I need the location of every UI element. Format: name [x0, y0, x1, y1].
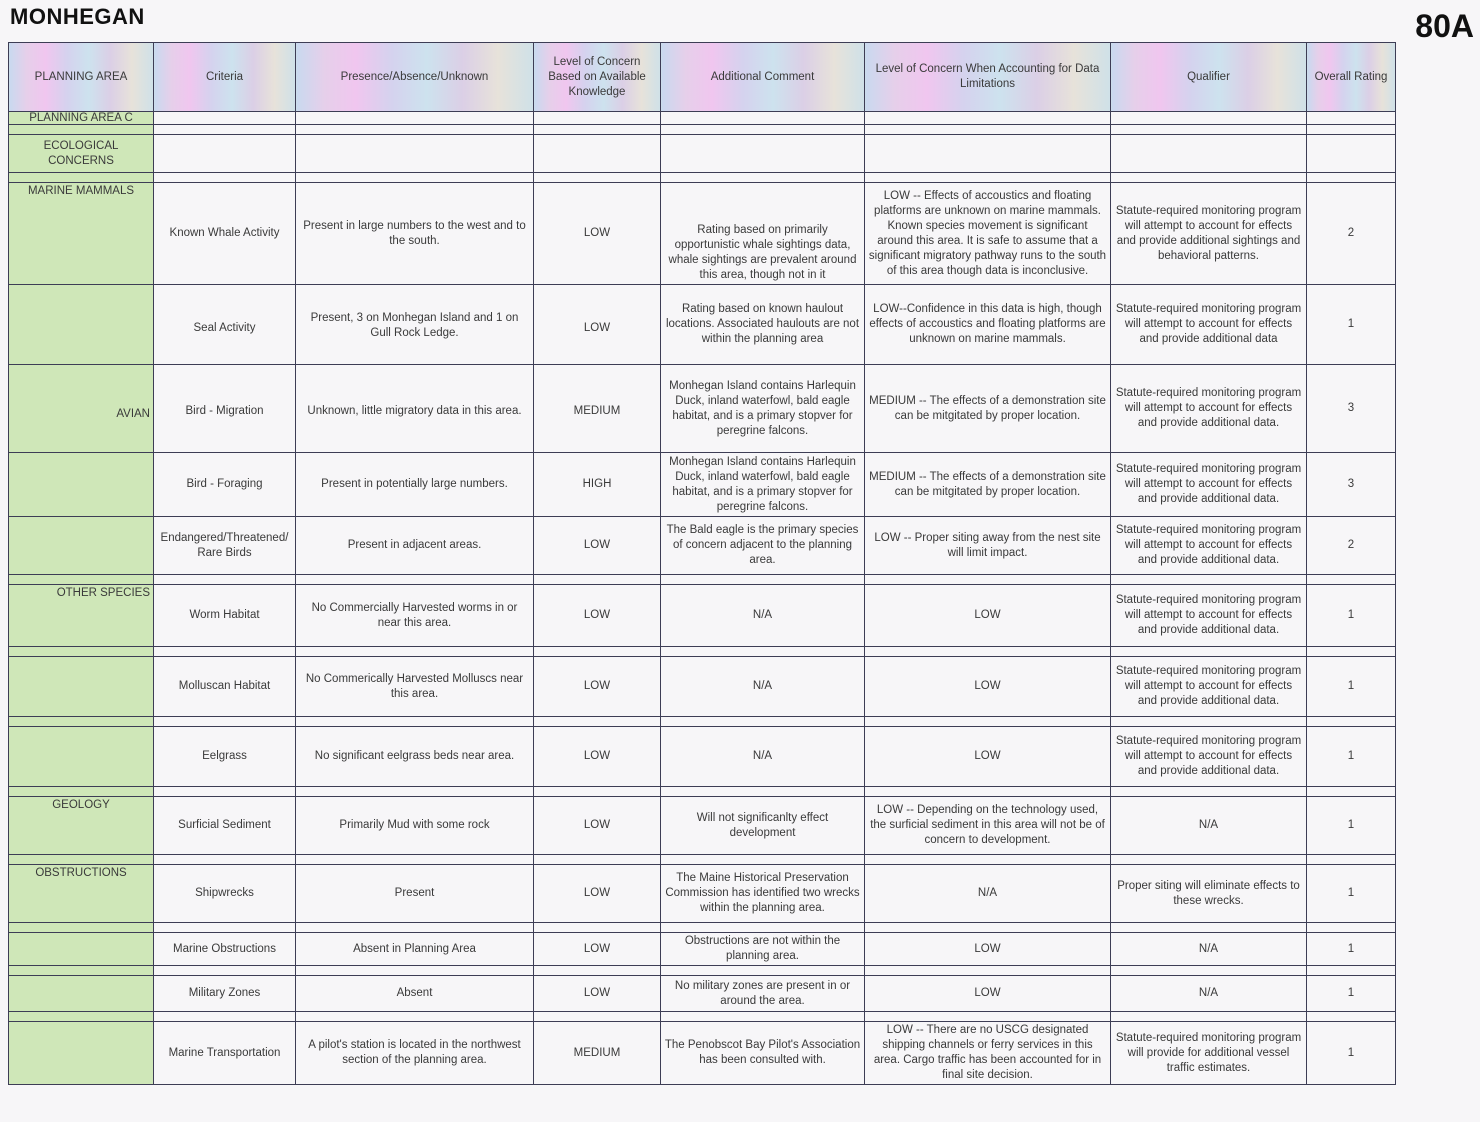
level-cell: LOW — [534, 585, 661, 647]
criteria-cell: Known Whale Activity — [154, 183, 296, 285]
qualifier-cell: Statute-required monitoring program will attempt to account for effects and provide additional data. — [1111, 517, 1307, 575]
qualifier-cell: N/A — [1111, 976, 1307, 1012]
section-other-species: OTHER SPECIES — [9, 585, 154, 647]
criteria-cell: Bird - Migration — [154, 365, 296, 453]
criteria-cell: Marine Obstructions — [154, 933, 296, 966]
header-planning-area: PLANNING AREA — [9, 43, 154, 112]
criteria-cell: Marine Transportation — [154, 1022, 296, 1085]
table-row — [9, 585, 1396, 647]
table-row — [9, 657, 1396, 717]
overall-cell: 3 — [1307, 453, 1396, 517]
header-row — [9, 43, 1396, 112]
comment-cell: N/A — [661, 585, 865, 647]
criteria-cell: Molluscan Habitat — [154, 657, 296, 717]
header-criteria: Criteria — [154, 43, 296, 112]
header-additional-comment: Additional Comment — [661, 43, 865, 112]
overall-cell: 1 — [1307, 797, 1396, 855]
level-cell: LOW — [534, 657, 661, 717]
qualifier-cell: Statute-required monitoring program will attempt to account for effects and provide additional data — [1111, 285, 1307, 365]
comment-cell: Rating based on primarily opportunistic whale sightings data, whale sightings are prevalent around this area, though not in it — [661, 183, 865, 285]
comment-cell: No military zones are present in or around the area. — [661, 976, 865, 1012]
limitations-cell: LOW — [865, 976, 1111, 1012]
table-row — [9, 865, 1396, 923]
comment-cell: The Maine Historical Preservation Commission has identified two wrecks within the planning area. — [661, 865, 865, 923]
header-overall-rating: Overall Rating — [1307, 43, 1396, 112]
overall-cell: 1 — [1307, 285, 1396, 365]
concern-table — [8, 42, 1396, 1085]
section-avian: AVIAN — [9, 365, 154, 453]
comment-cell: Obstructions are not within the planning area. — [661, 933, 865, 966]
presence-cell: Present in large numbers to the west and to the south. — [296, 183, 534, 285]
qualifier-cell: Statute-required monitoring program will attempt to account for effects and provide additional sightings and behavioral patterns. — [1111, 183, 1307, 285]
table-row — [9, 933, 1396, 966]
presence-cell: No significant eelgrass beds near area. — [296, 727, 534, 787]
section-geology: GEOLOGY — [9, 797, 154, 855]
level-cell: MEDIUM — [534, 365, 661, 453]
level-cell: MEDIUM — [534, 1022, 661, 1085]
criteria-cell: Bird - Foraging — [154, 453, 296, 517]
presence-cell: No Commercially Harvested worms in or near this area. — [296, 585, 534, 647]
level-cell: LOW — [534, 517, 661, 575]
table-row — [9, 797, 1396, 855]
qualifier-cell: Statute-required monitoring program will attempt to account for effects and provide additional data. — [1111, 727, 1307, 787]
overall-cell: 1 — [1307, 657, 1396, 717]
comment-cell: Rating based on known haulout locations. Associated haulouts are not within the planning area — [661, 285, 865, 365]
page-number: 80A — [1415, 8, 1474, 44]
header-data-limitations: Level of Concern When Accounting for Data Limitations — [865, 43, 1111, 112]
level-cell: LOW — [534, 865, 661, 923]
section-row — [9, 112, 1396, 125]
criteria-cell: Military Zones — [154, 976, 296, 1012]
level-cell: LOW — [534, 976, 661, 1012]
comment-cell: The Penobscot Bay Pilot's Association has been consulted with. — [661, 1022, 865, 1085]
limitations-cell: MEDIUM -- The effects of a demonstration site can be mitgitated by proper location. — [865, 365, 1111, 453]
limitations-cell: N/A — [865, 865, 1111, 923]
table-row — [9, 517, 1396, 575]
qualifier-cell: Statute-required monitoring program will attempt to account for effects and provide additional data. — [1111, 585, 1307, 647]
qualifier-cell: Statute-required monitoring program will provide for additional vessel traffic estimates. — [1111, 1022, 1307, 1085]
presence-cell: Present, 3 on Monhegan Island and 1 on Gull Rock Ledge. — [296, 285, 534, 365]
section-planning-area-c: PLANNING AREA C — [9, 112, 154, 125]
limitations-cell: LOW--Confidence in this data is high, though effects of accoustics and floating platforms are unknown on marine mammals. — [865, 285, 1111, 365]
table-row — [9, 976, 1396, 1012]
limitations-cell: LOW — [865, 727, 1111, 787]
presence-cell: Primarily Mud with some rock — [296, 797, 534, 855]
limitations-cell: LOW — [865, 933, 1111, 966]
level-cell: LOW — [534, 727, 661, 787]
presence-cell: Present — [296, 865, 534, 923]
overall-cell: 1 — [1307, 1022, 1396, 1085]
level-cell: LOW — [534, 183, 661, 285]
overall-cell: 1 — [1307, 976, 1396, 1012]
table-row — [9, 727, 1396, 787]
header-presence: Presence/Absence/Unknown — [296, 43, 534, 112]
table-row — [9, 183, 1396, 285]
limitations-cell: LOW -- Effects of accoustics and floating platforms are unknown on marine mammals. Known species movement is significant around this area. It is safe to assume that a significant migratory pathway runs to the south of this area though data is inconclusive. — [865, 183, 1111, 285]
presence-cell: A pilot's station is located in the northwest section of the planning area. — [296, 1022, 534, 1085]
table-row — [9, 1022, 1396, 1085]
overall-cell: 3 — [1307, 365, 1396, 453]
section-row — [9, 135, 1396, 173]
section-marine-mammals: MARINE MAMMALS — [9, 183, 154, 285]
qualifier-cell: Proper siting will eliminate effects to these wrecks. — [1111, 865, 1307, 923]
section-ecological-concerns: ECOLOGICAL CONCERNS — [9, 135, 154, 173]
criteria-cell: Worm Habitat — [154, 585, 296, 647]
criteria-cell: Eelgrass — [154, 727, 296, 787]
comment-cell: Monhegan Island contains Harlequin Duck, inland waterfowl, bald eagle habitat, and is a primary stopver for peregrine falcons. — [661, 365, 865, 453]
qualifier-cell: Statute-required monitoring program will attempt to account for effects and provide additional data. — [1111, 365, 1307, 453]
comment-cell: Monhegan Island contains Harlequin Duck, inland waterfowl, bald eagle habitat, and is a primary stopver for peregrine falcons. — [661, 453, 865, 517]
table-row — [9, 453, 1396, 517]
header-level-of-concern: Level of Concern Based on Available Knowledge — [534, 43, 661, 112]
presence-cell: Absent — [296, 976, 534, 1012]
page-title: MONHEGAN — [10, 4, 145, 29]
section-obstructions: OBSTRUCTIONS — [9, 865, 154, 923]
criteria-cell: Endangered/Threatened/ Rare Birds — [154, 517, 296, 575]
presence-cell: Unknown, little migratory data in this area. — [296, 365, 534, 453]
criteria-cell: Seal Activity — [154, 285, 296, 365]
level-cell: LOW — [534, 285, 661, 365]
overall-cell: 1 — [1307, 933, 1396, 966]
overall-cell: 1 — [1307, 865, 1396, 923]
presence-cell: Present in potentially large numbers. — [296, 453, 534, 517]
table-row — [9, 285, 1396, 365]
comment-cell: N/A — [661, 657, 865, 717]
presence-cell: Present in adjacent areas. — [296, 517, 534, 575]
criteria-cell: Shipwrecks — [154, 865, 296, 923]
header-qualifier: Qualifier — [1111, 43, 1307, 112]
overall-cell: 1 — [1307, 585, 1396, 647]
comment-cell: N/A — [661, 727, 865, 787]
comment-cell: Will not significanlty effect development — [661, 797, 865, 855]
qualifier-cell: N/A — [1111, 797, 1307, 855]
presence-cell: No Commerically Harvested Molluscs near this area. — [296, 657, 534, 717]
overall-cell: 1 — [1307, 727, 1396, 787]
limitations-cell: LOW -- Depending on the technology used, the surficial sediment in this area will not be of concern to development. — [865, 797, 1111, 855]
level-cell: LOW — [534, 797, 661, 855]
table-row — [9, 365, 1396, 453]
limitations-cell: LOW — [865, 585, 1111, 647]
limitations-cell: MEDIUM -- The effects of a demonstration site can be mitgitated by proper location. — [865, 453, 1111, 517]
limitations-cell: LOW -- Proper siting away from the nest site will limit impact. — [865, 517, 1111, 575]
limitations-cell: LOW — [865, 657, 1111, 717]
limitations-cell: LOW -- There are no USCG designated shipping channels or ferry services in this area. Cargo traffic has been accounted for in final site decision. — [865, 1022, 1111, 1085]
qualifier-cell: Statute-required monitoring program will attempt to account for effects and provide additional data. — [1111, 657, 1307, 717]
level-cell: LOW — [534, 933, 661, 966]
qualifier-cell: Statute-required monitoring program will attempt to account for effects and provide additional data. — [1111, 453, 1307, 517]
comment-cell: The Bald eagle is the primary species of concern adjacent to the planning area. — [661, 517, 865, 575]
level-cell: HIGH — [534, 453, 661, 517]
criteria-cell: Surficial Sediment — [154, 797, 296, 855]
qualifier-cell: N/A — [1111, 933, 1307, 966]
overall-cell: 2 — [1307, 517, 1396, 575]
overall-cell: 2 — [1307, 183, 1396, 285]
presence-cell: Absent in Planning Area — [296, 933, 534, 966]
